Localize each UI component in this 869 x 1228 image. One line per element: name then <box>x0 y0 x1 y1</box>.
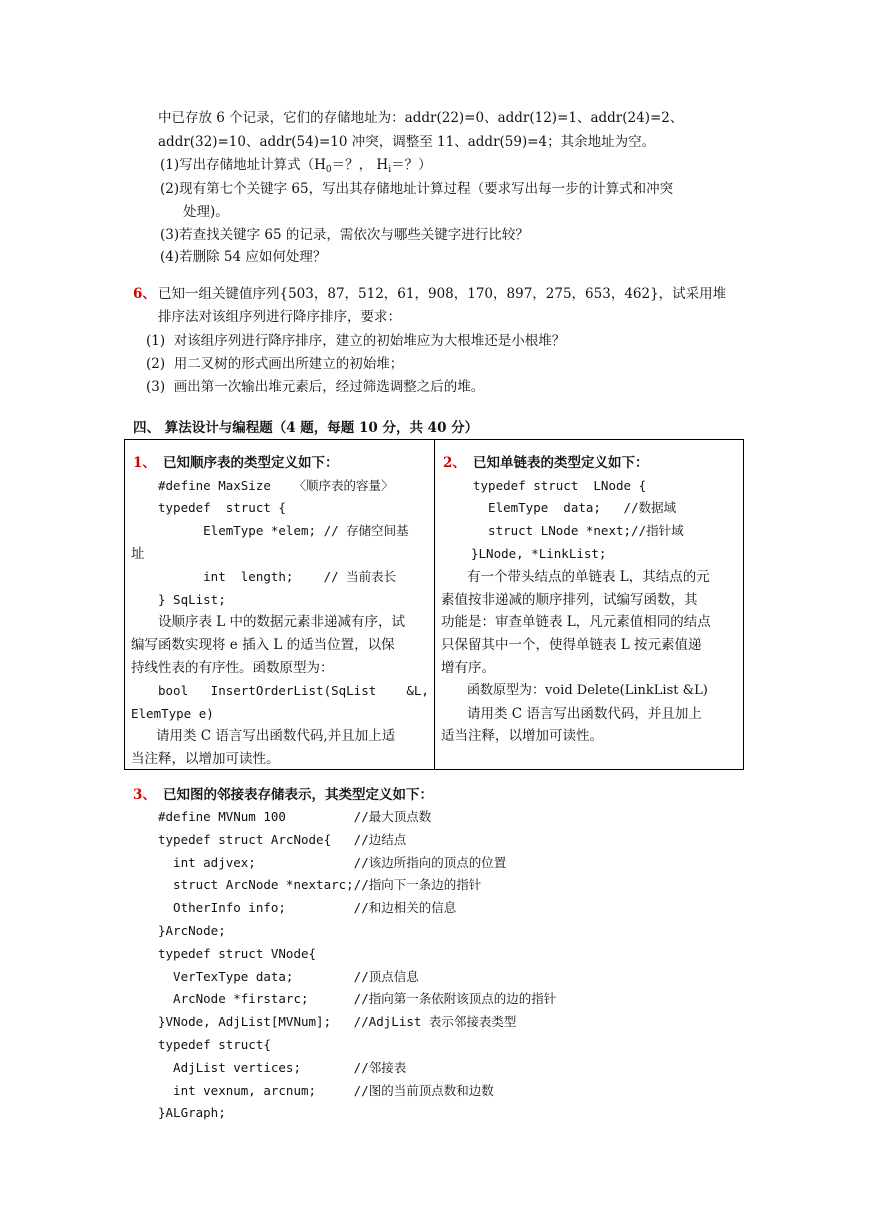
right-cell-number: 2、 <box>443 455 466 471</box>
right-code-1: typedef struct LNode { <box>473 478 647 493</box>
hash-text-line-1: 中已存放 6 个记录，它们的存储地址为：addr(22)=0、addr(12)=1、addr(24)=2、 <box>158 110 684 126</box>
q3-title: 已知图的邻接表存储表示，其类型定义如下： <box>163 787 433 803</box>
hash-question-3: (3)若查找关键字 65 的记录，需依次与哪些关键字进行比较？ <box>160 227 529 243</box>
q3-code-line: typedef struct{ <box>158 1037 271 1052</box>
table-divider <box>434 439 435 770</box>
q6-item-1: (1) 对该组序列进行降序排序，建立的初始堆应为大根堆还是小根堆？ <box>146 333 566 349</box>
right-code-2: ElemType data; //数据域 <box>473 500 677 515</box>
q3-code-line: typedef struct ArcNode{ //边结点 <box>158 831 407 847</box>
q3-number: 3、 <box>133 787 156 803</box>
left-para-3: 持线性表的有序性。函数原型为： <box>131 660 334 676</box>
q3-code-line: }ArcNode; <box>158 923 226 938</box>
right-para-6: 函数原型为：void Delete(LinkList &L) <box>467 683 708 698</box>
right-para-8: 适当注释，以增加可读性。 <box>441 728 603 744</box>
q1-post: ＝？） <box>391 157 432 173</box>
q3-code-line: ArcNode *firstarc; //指向第一条依附该顶点的边的指针 <box>158 991 557 1007</box>
q3-code-line: }VNode, AdjList[MVNum]; //AdjList 表示邻接表类型 <box>158 1014 517 1030</box>
q6-item-2: (2) 用二叉树的形式画出所建立的初始堆； <box>146 356 404 372</box>
right-para-4: 只保留其中一个，使得单链表 L 按元素值递 <box>441 637 702 653</box>
left-code-3b: 址 <box>131 546 145 562</box>
left-para-2: 编写函数实现将 e 插入 L 的适当位置，以保 <box>131 637 395 653</box>
q1-sub0: 0 <box>325 165 332 175</box>
section-heading: 四、 算法设计与编程题（4 题，每题 10 分，共 40 分） <box>133 420 479 436</box>
right-code-3: struct LNode *next;//指针域 <box>473 523 684 538</box>
right-para-1: 有一个带头结点的单链表 L，其结点的元 <box>467 569 710 585</box>
q1-mid: ＝？， H <box>331 157 389 173</box>
left-code-1: #define MaxSize 〈顺序表的容量〉 <box>158 478 394 493</box>
left-para-4: bool InsertOrderList(SqList &L, <box>158 683 429 698</box>
right-para-7: 请用类 C 语言写出函数代码，并且加上 <box>467 706 702 722</box>
left-para-7: 当注释，以增加可读性。 <box>131 751 280 767</box>
hash-question-1 <box>160 157 432 178</box>
q3-code-line: VerTexType data; //顶点信息 <box>158 968 419 984</box>
hash-question-4: (4)若删除 54 应如何处理？ <box>160 249 327 265</box>
left-para-5: ElemType e) <box>131 706 214 721</box>
left-code-4: int length; // 当前表长 <box>158 569 397 584</box>
q1-pre: (1)写出存储地址计算式（H <box>160 157 326 173</box>
q3-code-line: #define MVNum 100 //最大顶点数 <box>158 809 432 824</box>
q6-item-3: (3) 画出第一次输出堆元素后，经过筛选调整之后的堆。 <box>146 379 485 395</box>
q6-line-2: 排序法对该组序列进行降序排序，要求： <box>158 309 401 325</box>
left-cell-number: 1、 <box>133 455 156 471</box>
right-code-4: }LNode, *LinkList; <box>471 546 607 561</box>
right-para-2: 素值按非递减的顺序排列，试编写函数，其 <box>441 592 698 608</box>
right-para-3: 功能是：审查单链表 L，凡元素值相同的结点 <box>441 614 711 630</box>
q3-code-line: struct ArcNode *nextarc;//指向下一条边的指针 <box>158 877 482 893</box>
q3-code-line: typedef struct VNode{ <box>158 945 317 961</box>
left-code-3: ElemType *elem; // 存储空间基 <box>158 523 409 538</box>
hash-question-2a: (2)现有第七个关键字 65，写出其存储地址计算过程（要求写出每一步的计算式和冲突 <box>160 181 674 197</box>
hash-question-2b: 处理)。 <box>183 204 229 220</box>
hash-text-line-2: addr(32)=10、addr(54)=10 冲突，调整至 11、addr(59)=4；其余地址为空。 <box>158 134 656 150</box>
q3-code-line: OtherInfo info; //和边相关的信息 <box>158 900 457 916</box>
left-cell-title: 已知顺序表的类型定义如下： <box>163 455 339 471</box>
left-code-5: } SqList; <box>158 592 226 607</box>
q6-line-1: 已知一组关键值序列{503，87，512，61，908，170，897，275，653，462}，试采用堆 <box>158 286 727 302</box>
right-para-5: 增有序。 <box>441 660 495 676</box>
q3-code-line: AdjList vertices; //邻接表 <box>158 1059 407 1075</box>
q3-code-line: }ALGraph; <box>158 1105 226 1121</box>
left-para-6: 请用类 C 语言写出函数代码,并且加上适 <box>156 728 396 744</box>
q1-subi: i <box>388 165 392 175</box>
right-cell-title: 已知单链表的类型定义如下： <box>473 455 649 471</box>
q6-number: 6、 <box>133 286 156 302</box>
left-code-2: typedef struct { <box>158 500 286 515</box>
q3-code-line: int vexnum, arcnum; //图的当前顶点数和边数 <box>158 1082 494 1098</box>
q3-code-line: int adjvex; //该边所指向的顶点的位置 <box>158 854 507 870</box>
left-para-1: 设顺序表 L 中的数据元素非递减有序，试 <box>158 614 406 630</box>
